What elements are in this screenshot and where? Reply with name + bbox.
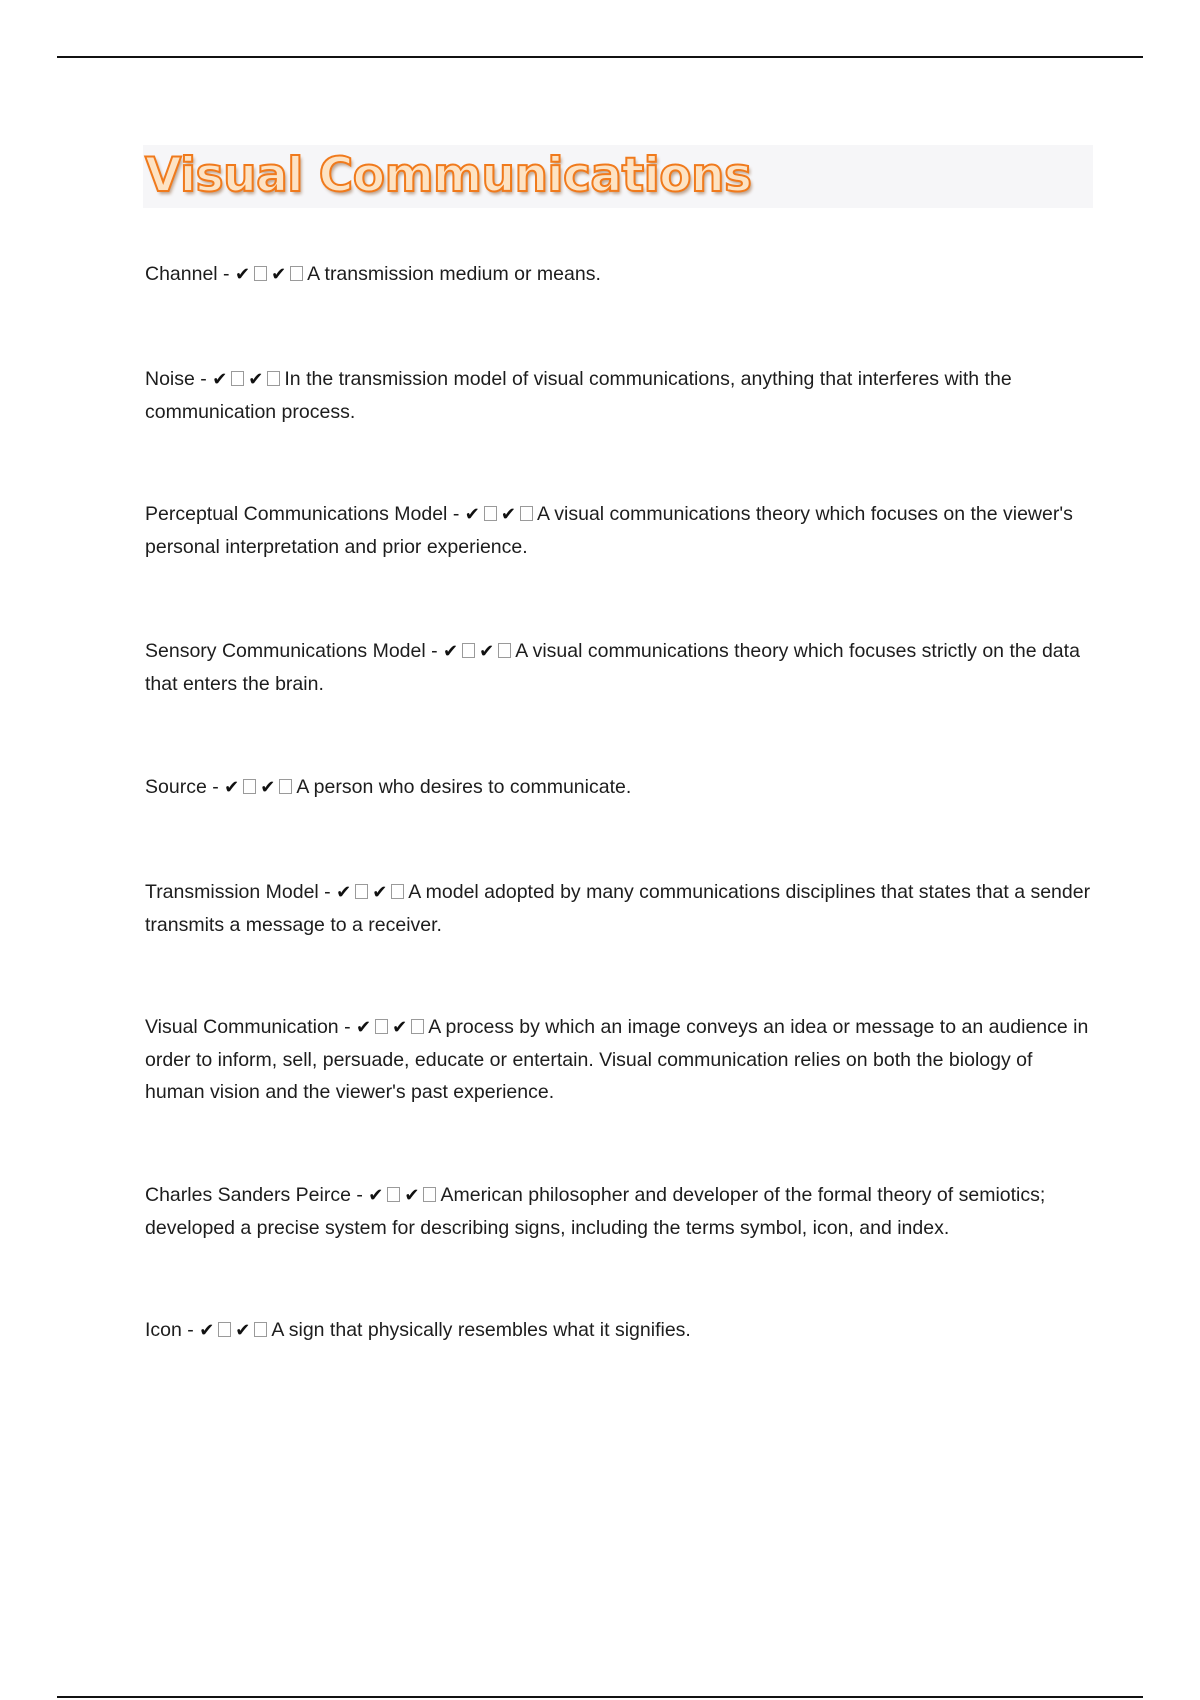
glossary-entry [145, 1011, 1095, 1108]
check-icon: ✔ [271, 264, 288, 285]
check-icon: ✔ [443, 641, 460, 662]
check-icon: ✔ [356, 1017, 373, 1038]
entry-definition: A visual communications theory which focuses strictly on the data that enters the brain. [145, 640, 1080, 695]
check-icon: ✔ [336, 882, 353, 903]
glossary-entry [145, 1314, 1095, 1347]
entry-term: Charles Sanders Peirce [145, 1184, 351, 1206]
entry-term: Visual Communication [145, 1016, 339, 1038]
entry-definition: A model adopted by many communications disciplines that states that a sender transmits a message to a receiver. [145, 881, 1091, 936]
check-icon: ✔ [479, 641, 496, 662]
entry-term: Transmission Model [145, 881, 319, 903]
document-title: Visual Communications [145, 148, 752, 203]
glossary-entry [145, 771, 1095, 804]
empty-box-icon [254, 266, 267, 281]
check-icon: ✔ [500, 504, 517, 525]
entry-separator: - [194, 368, 213, 390]
check-icon: ✔ [392, 1017, 409, 1038]
entry-definition: American philosopher and developer of the formal theory of semiotics; developed a precise system for describing signs, including the terms symbol, icon, and index. [145, 1184, 1046, 1239]
glossary-entry [145, 498, 1095, 563]
entry-separator: - [350, 1184, 369, 1206]
entry-definition: A sign that physically resembles what it signifies. [271, 1319, 691, 1341]
empty-box-icon [498, 643, 511, 658]
empty-box-icon [411, 1019, 424, 1034]
empty-box-icon [218, 1322, 231, 1337]
entry-definition: A process by which an image conveys an idea or message to an audience in order to inform, sell, persuade, educate or entertain. Visual communication relies on both the biology of human vision and the viewer's past experience. [145, 1016, 1089, 1103]
check-icon: ✔ [368, 1185, 385, 1206]
entry-term: Sensory Communications Model [145, 640, 426, 662]
entry-term: Source [145, 776, 207, 798]
entry-term: Perceptual Communications Model [145, 503, 448, 525]
empty-box-icon [355, 884, 368, 899]
check-icon: ✔ [464, 504, 481, 525]
entry-definition: A transmission medium or means. [307, 263, 601, 285]
check-icon: ✔ [199, 1320, 216, 1341]
glossary-entry [145, 363, 1095, 428]
entry-separator: - [338, 1016, 356, 1038]
glossary-entry [145, 876, 1095, 941]
empty-box-icon [254, 1322, 267, 1337]
entry-definition: A visual communications theory which focuses on the viewer's personal interpretation and prior experience. [145, 503, 1073, 558]
top-rule [57, 56, 1143, 58]
empty-box-icon [391, 884, 404, 899]
empty-box-icon [231, 371, 244, 386]
check-icon: ✔ [224, 777, 241, 798]
empty-box-icon [423, 1187, 436, 1202]
entry-separator: - [181, 1319, 200, 1341]
entry-term: Channel [145, 263, 218, 285]
empty-box-icon [290, 266, 303, 281]
entry-definition: A person who desires to communicate. [296, 776, 632, 798]
glossary-entry [145, 635, 1095, 700]
entry-separator: - [447, 503, 465, 525]
empty-box-icon [243, 779, 256, 794]
glossary-entry [145, 258, 1095, 291]
entry-separator: - [206, 776, 225, 798]
entry-separator: - [318, 881, 337, 903]
check-icon: ✔ [404, 1185, 421, 1206]
empty-box-icon [387, 1187, 400, 1202]
empty-box-icon [520, 506, 533, 521]
entry-term: Icon [145, 1319, 182, 1341]
check-icon: ✔ [212, 369, 229, 390]
entry-separator: - [217, 263, 235, 285]
entry-term: Noise [145, 368, 195, 390]
check-icon: ✔ [260, 777, 277, 798]
check-icon: ✔ [235, 1320, 252, 1341]
empty-box-icon [267, 371, 280, 386]
empty-box-icon [375, 1019, 388, 1034]
entry-separator: - [425, 640, 444, 662]
glossary-entry [145, 1179, 1095, 1244]
empty-box-icon [484, 506, 497, 521]
entry-definition: In the transmission model of visual communications, anything that interferes with the communication process. [145, 368, 1012, 423]
bottom-rule [57, 1696, 1143, 1698]
empty-box-icon [279, 779, 292, 794]
check-icon: ✔ [248, 369, 265, 390]
check-icon: ✔ [372, 882, 389, 903]
empty-box-icon [462, 643, 475, 658]
check-icon: ✔ [234, 264, 252, 285]
